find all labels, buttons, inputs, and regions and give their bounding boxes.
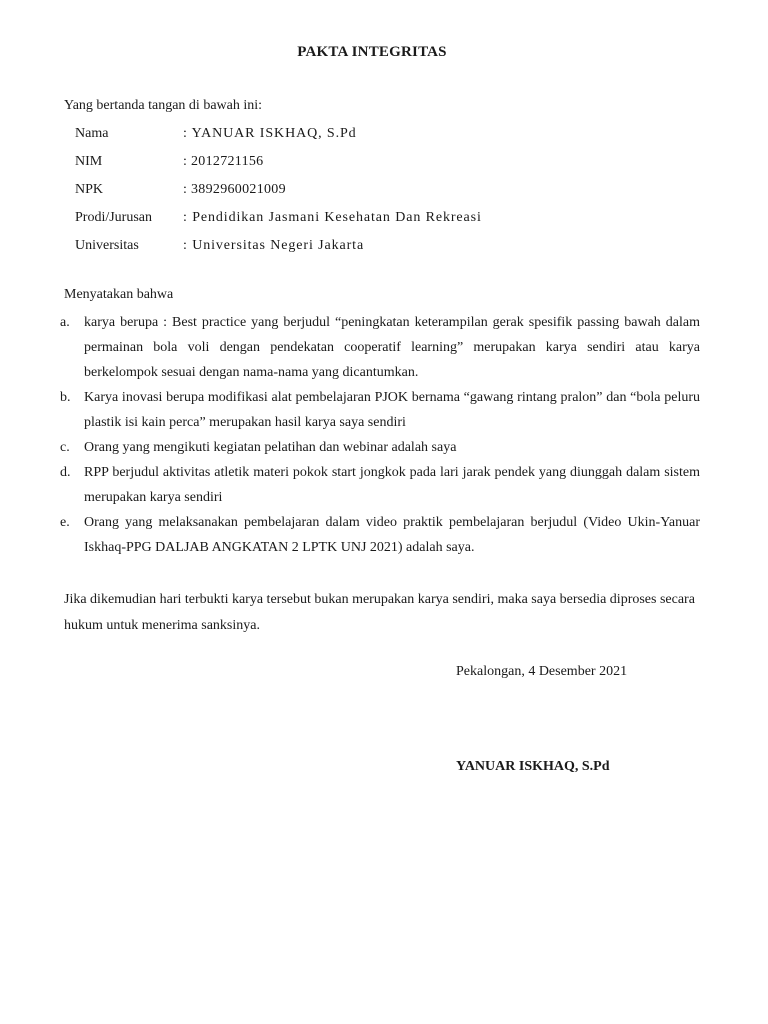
field-row-npk	[75, 180, 482, 208]
list-item-text: karya berupa : Best practice yang berjudul “peningkatan keterampilan gerak spesifik passing bawah dalam permainan bola voli dengan pendekatan cooperatif learning” merupakan karya sendiri atau karya berkelompok sesuai dengan nama-nama yang dicantumkan.	[84, 315, 700, 380]
field-row-nim	[75, 152, 482, 180]
field-label: NIM	[75, 154, 103, 169]
statement-heading: Menyatakan bahwa	[64, 287, 174, 302]
field-label: Universitas	[75, 238, 139, 253]
field-row-name	[75, 124, 482, 152]
field-value: : Universitas Negeri Jakarta	[183, 238, 365, 253]
field-label: Nama	[75, 126, 109, 141]
list-marker: e.	[60, 515, 70, 530]
field-value: : 2012721156	[183, 154, 264, 169]
field-row-prodi	[75, 208, 482, 236]
closing-paragraph: Jika dikemudian hari terbukti karya tersebut bukan merupakan karya sendiri, maka saya bersedia diproses secara hukum untuk menerima sanksinya.	[64, 592, 695, 633]
list-item-text: RPP berjudul aktivitas atletik materi pokok start jongkok pada lari jarak pendek yang diunggah dalam sistem merupakan karya sendiri	[84, 465, 700, 505]
field-value: : Pendidikan Jasmani Kesehatan Dan Rekreasi	[183, 210, 482, 225]
document-title: PAKTA INTEGRITAS	[297, 44, 447, 60]
list-item	[60, 460, 700, 510]
list-marker: d.	[60, 465, 71, 480]
list-marker: a.	[60, 315, 70, 330]
list-item-text: Orang yang mengikuti kegiatan pelatihan dan webinar adalah saya	[84, 440, 457, 455]
signer-name: YANUAR ISKHAQ, S.Pd	[456, 759, 610, 774]
list-item	[60, 310, 700, 385]
field-value: : YANUAR ISKHAQ, S.Pd	[183, 126, 357, 141]
list-marker: c.	[60, 440, 70, 455]
statement-list	[60, 310, 700, 560]
list-item	[60, 510, 700, 560]
place-date: Pekalongan, 4 Desember 2021	[456, 664, 628, 679]
list-item-text: Orang yang melaksanakan pembelajaran dalam video praktik pembelajaran berjudul (Video Ukin-Yanuar Iskhaq-PPG DALJAB ANGKATAN 2 LPTK UNJ 2021) adalah saya.	[84, 515, 700, 555]
list-marker: b.	[60, 390, 71, 405]
intro-text: Yang bertanda tangan di bawah ini:	[64, 98, 263, 113]
list-item	[60, 385, 700, 435]
field-value: : 3892960021009	[183, 182, 286, 197]
field-row-universitas	[75, 236, 482, 264]
identity-fields	[75, 124, 482, 264]
list-item-text: Karya inovasi berupa modifikasi alat pembelajaran PJOK bernama “gawang rintang pralon” dan “bola peluru plastik isi kain perca” merupakan hasil karya saya sendiri	[84, 390, 700, 430]
list-item	[60, 435, 700, 460]
field-label: Prodi/Jurusan	[75, 210, 152, 225]
field-label: NPK	[75, 182, 104, 197]
